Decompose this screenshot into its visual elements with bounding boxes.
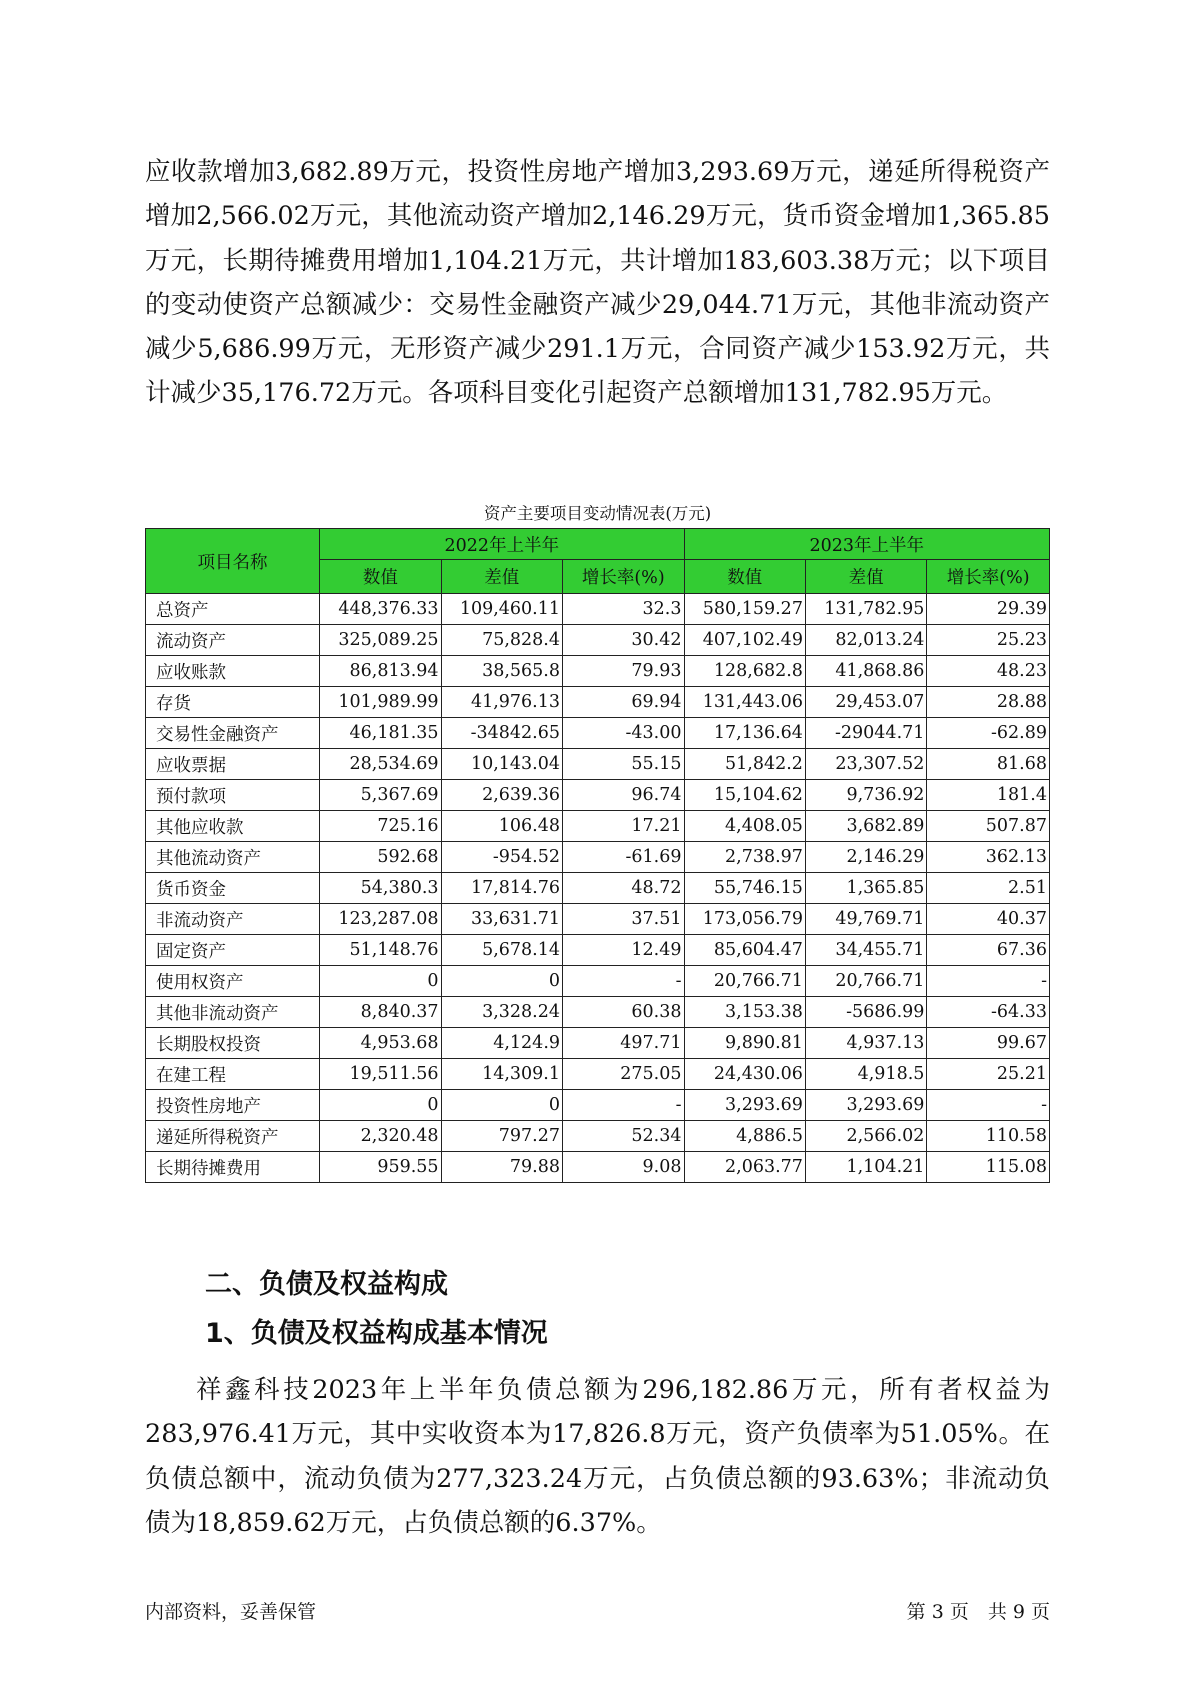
row-value-cell: 959.55 [320,1152,441,1183]
table-row [146,1152,1050,1183]
body-paragraph: 祥鑫科技2023年上半年负债总额为296,182.86万元，所有者权益为283,976.41万元，其中实收资本为17,826.8万元，资产负债率为51.05%。在负债总额中，流动负债为277,323.24万元，占负债总额的93.63%；非流动负债为18,859.62万元，占负债总额的6.37%。 [145,1375,1050,1538]
row-value-cell: 51,842.2 [684,749,805,780]
row-item-name: 预付款项 [146,780,320,811]
table-row [146,966,1050,997]
row-value-cell: 2,566.02 [805,1121,926,1152]
row-value-cell: 3,293.69 [805,1090,926,1121]
table-row [146,656,1050,687]
row-value-cell: 33,631.71 [441,904,562,935]
row-value-cell: 29,453.07 [805,687,926,718]
row-value-cell: - [927,1090,1050,1121]
table-row [146,873,1050,904]
table-row [146,842,1050,873]
row-value-cell: -954.52 [441,842,562,873]
row-item-name: 应收账款 [146,656,320,687]
row-value-cell: 14,309.1 [441,1059,562,1090]
row-value-cell: - [563,966,684,997]
row-value-cell: 15,104.62 [684,780,805,811]
row-value-cell: 12.49 [563,935,684,966]
row-value-cell: 23,307.52 [805,749,926,780]
row-value-cell: 0 [320,1090,441,1121]
row-value-cell: -64.33 [927,997,1050,1028]
section-heading: 二、负债及权益构成 [205,1269,448,1300]
row-value-cell: 4,953.68 [320,1028,441,1059]
row-item-name: 应收票据 [146,749,320,780]
header-value-2023: 数值 [684,560,805,594]
row-value-cell: 99.67 [927,1028,1050,1059]
row-item-name: 其他流动资产 [146,842,320,873]
row-value-cell: 25.23 [927,625,1050,656]
row-item-name: 长期股权投资 [146,1028,320,1059]
row-value-cell: 55,746.15 [684,873,805,904]
row-value-cell: 1,104.21 [805,1152,926,1183]
row-value-cell: 37.51 [563,904,684,935]
row-value-cell: 110.58 [927,1121,1050,1152]
row-value-cell: 79.93 [563,656,684,687]
table-row [146,811,1050,842]
row-value-cell: 5,367.69 [320,780,441,811]
row-value-cell: 325,089.25 [320,625,441,656]
table-row [146,594,1050,625]
row-value-cell: 362.13 [927,842,1050,873]
row-item-name: 非流动资产 [146,904,320,935]
row-value-cell: 407,102.49 [684,625,805,656]
row-value-cell: 41,868.86 [805,656,926,687]
row-value-cell: 0 [441,1090,562,1121]
table-row [146,780,1050,811]
row-value-cell: 82,013.24 [805,625,926,656]
row-value-cell: 2,738.97 [684,842,805,873]
row-value-cell: 28.88 [927,687,1050,718]
table-row [146,749,1050,780]
row-item-name: 存货 [146,687,320,718]
row-value-cell: 0 [441,966,562,997]
row-value-cell: 48.72 [563,873,684,904]
row-value-cell: 131,782.95 [805,594,926,625]
table-body [146,594,1050,1183]
row-value-cell: 17,136.64 [684,718,805,749]
row-value-cell: 106.48 [441,811,562,842]
row-value-cell: -34842.65 [441,718,562,749]
row-value-cell: 9,890.81 [684,1028,805,1059]
row-value-cell: 580,159.27 [684,594,805,625]
row-value-cell: 4,124.9 [441,1028,562,1059]
row-value-cell: 79.88 [441,1152,562,1183]
row-item-name: 其他应收款 [146,811,320,842]
row-value-cell: -61.69 [563,842,684,873]
table-caption: 资产主要项目变动情况表(万元) [483,504,712,523]
header-rate-2023: 增长率(%) [927,560,1050,594]
row-value-cell: 8,840.37 [320,997,441,1028]
row-value-cell: 2,146.29 [805,842,926,873]
row-value-cell: 25.21 [927,1059,1050,1090]
row-value-cell: 67.36 [927,935,1050,966]
row-value-cell: 51,148.76 [320,935,441,966]
row-value-cell: 128,682.8 [684,656,805,687]
header-value-2022: 数值 [320,560,441,594]
row-value-cell: 3,682.89 [805,811,926,842]
row-item-name: 总资产 [146,594,320,625]
row-value-cell: 75,828.4 [441,625,562,656]
row-value-cell: 507.87 [927,811,1050,842]
subsection-heading: 1、负债及权益构成基本情况 [205,1318,548,1349]
row-value-cell: 4,408.05 [684,811,805,842]
row-value-cell: 1,365.85 [805,873,926,904]
row-item-name: 货币资金 [146,873,320,904]
row-value-cell: 115.08 [927,1152,1050,1183]
table-row [146,935,1050,966]
header-period-2022: 2022年上半年 [320,529,684,560]
row-value-cell: 2,320.48 [320,1121,441,1152]
row-value-cell: 17,814.76 [441,873,562,904]
row-value-cell: 275.05 [563,1059,684,1090]
row-value-cell: 0 [320,966,441,997]
row-value-cell: 4,886.5 [684,1121,805,1152]
row-item-name: 使用权资产 [146,966,320,997]
row-value-cell: 4,937.13 [805,1028,926,1059]
row-value-cell: 69.94 [563,687,684,718]
row-value-cell: 29.39 [927,594,1050,625]
table-row [146,687,1050,718]
row-value-cell: 40.37 [927,904,1050,935]
row-value-cell: 60.38 [563,997,684,1028]
table-row [146,1090,1050,1121]
row-value-cell: 34,455.71 [805,935,926,966]
row-value-cell: 38,565.8 [441,656,562,687]
header-rate-2022: 增长率(%) [563,560,684,594]
row-value-cell: 448,376.33 [320,594,441,625]
row-value-cell: 5,678.14 [441,935,562,966]
row-value-cell: 55.15 [563,749,684,780]
row-value-cell: -43.00 [563,718,684,749]
row-value-cell: 797.27 [441,1121,562,1152]
row-value-cell: -29044.71 [805,718,926,749]
row-value-cell: 592.68 [320,842,441,873]
row-value-cell: -5686.99 [805,997,926,1028]
row-value-cell: 9,736.92 [805,780,926,811]
row-value-cell: -62.89 [927,718,1050,749]
row-item-name: 流动资产 [146,625,320,656]
row-value-cell: 123,287.08 [320,904,441,935]
row-item-name: 在建工程 [146,1059,320,1090]
header-diff-2022: 差值 [441,560,562,594]
intro-paragraph: 应收款增加3,682.89万元，投资性房地产增加3,293.69万元，递延所得税资产增加2,566.02万元，其他流动资产增加2,146.29万元，货币资金增加1,365.85万元，长期待摊费用增加1,104.21万元，共计增加183,603.38万元；以下项目的变动使资产总额减少：交易性金融资产减少29,044.71万元，其他非流动资产减少5,686.99万元，无形资产减少291.1万元，合同资产减少153.92万元，共计减少35,176.72万元。各项科目变化引起资产总额增加131,782.95万元。 [145,157,1050,409]
table-row [146,904,1050,935]
row-value-cell: 48.23 [927,656,1050,687]
row-value-cell: 96.74 [563,780,684,811]
row-value-cell: 20,766.71 [684,966,805,997]
table-row [146,1121,1050,1152]
header-period-2023: 2023年上半年 [684,529,1050,560]
row-value-cell: 2,063.77 [684,1152,805,1183]
row-value-cell: - [927,966,1050,997]
row-value-cell: 30.42 [563,625,684,656]
table-row [146,718,1050,749]
row-value-cell: 49,769.71 [805,904,926,935]
table-row [146,1059,1050,1090]
asset-change-table [145,528,1050,1183]
row-value-cell: 181.4 [927,780,1050,811]
row-value-cell: 52.34 [563,1121,684,1152]
row-value-cell: 28,534.69 [320,749,441,780]
row-value-cell: 131,443.06 [684,687,805,718]
row-item-name: 递延所得税资产 [146,1121,320,1152]
row-value-cell: 19,511.56 [320,1059,441,1090]
row-value-cell: 54,380.3 [320,873,441,904]
header-diff-2023: 差值 [805,560,926,594]
row-value-cell: 3,328.24 [441,997,562,1028]
row-value-cell: 109,460.11 [441,594,562,625]
row-item-name: 其他非流动资产 [146,997,320,1028]
row-value-cell: 9.08 [563,1152,684,1183]
row-value-cell: - [563,1090,684,1121]
row-item-name: 交易性金融资产 [146,718,320,749]
row-value-cell: 85,604.47 [684,935,805,966]
row-value-cell: 10,143.04 [441,749,562,780]
row-value-cell: 2,639.36 [441,780,562,811]
table-row [146,997,1050,1028]
table-row [146,1028,1050,1059]
row-item-name: 长期待摊费用 [146,1152,320,1183]
table-row [146,625,1050,656]
row-value-cell: 173,056.79 [684,904,805,935]
row-value-cell: 46,181.35 [320,718,441,749]
row-value-cell: 81.68 [927,749,1050,780]
row-value-cell: 41,976.13 [441,687,562,718]
row-value-cell: 86,813.94 [320,656,441,687]
header-item-name: 项目名称 [146,529,320,594]
footer-confidential: 内部资料，妥善保管 [145,1601,317,1623]
row-value-cell: 101,989.99 [320,687,441,718]
row-item-name: 投资性房地产 [146,1090,320,1121]
row-value-cell: 20,766.71 [805,966,926,997]
row-value-cell: 24,430.06 [684,1059,805,1090]
row-value-cell: 497.71 [563,1028,684,1059]
row-value-cell: 3,293.69 [684,1090,805,1121]
row-value-cell: 725.16 [320,811,441,842]
row-value-cell: 2.51 [927,873,1050,904]
row-value-cell: 17.21 [563,811,684,842]
row-value-cell: 3,153.38 [684,997,805,1028]
footer-page-number: 第 3 页 共 9 页 [906,1601,1050,1623]
row-value-cell: 4,918.5 [805,1059,926,1090]
row-value-cell: 32.3 [563,594,684,625]
row-item-name: 固定资产 [146,935,320,966]
